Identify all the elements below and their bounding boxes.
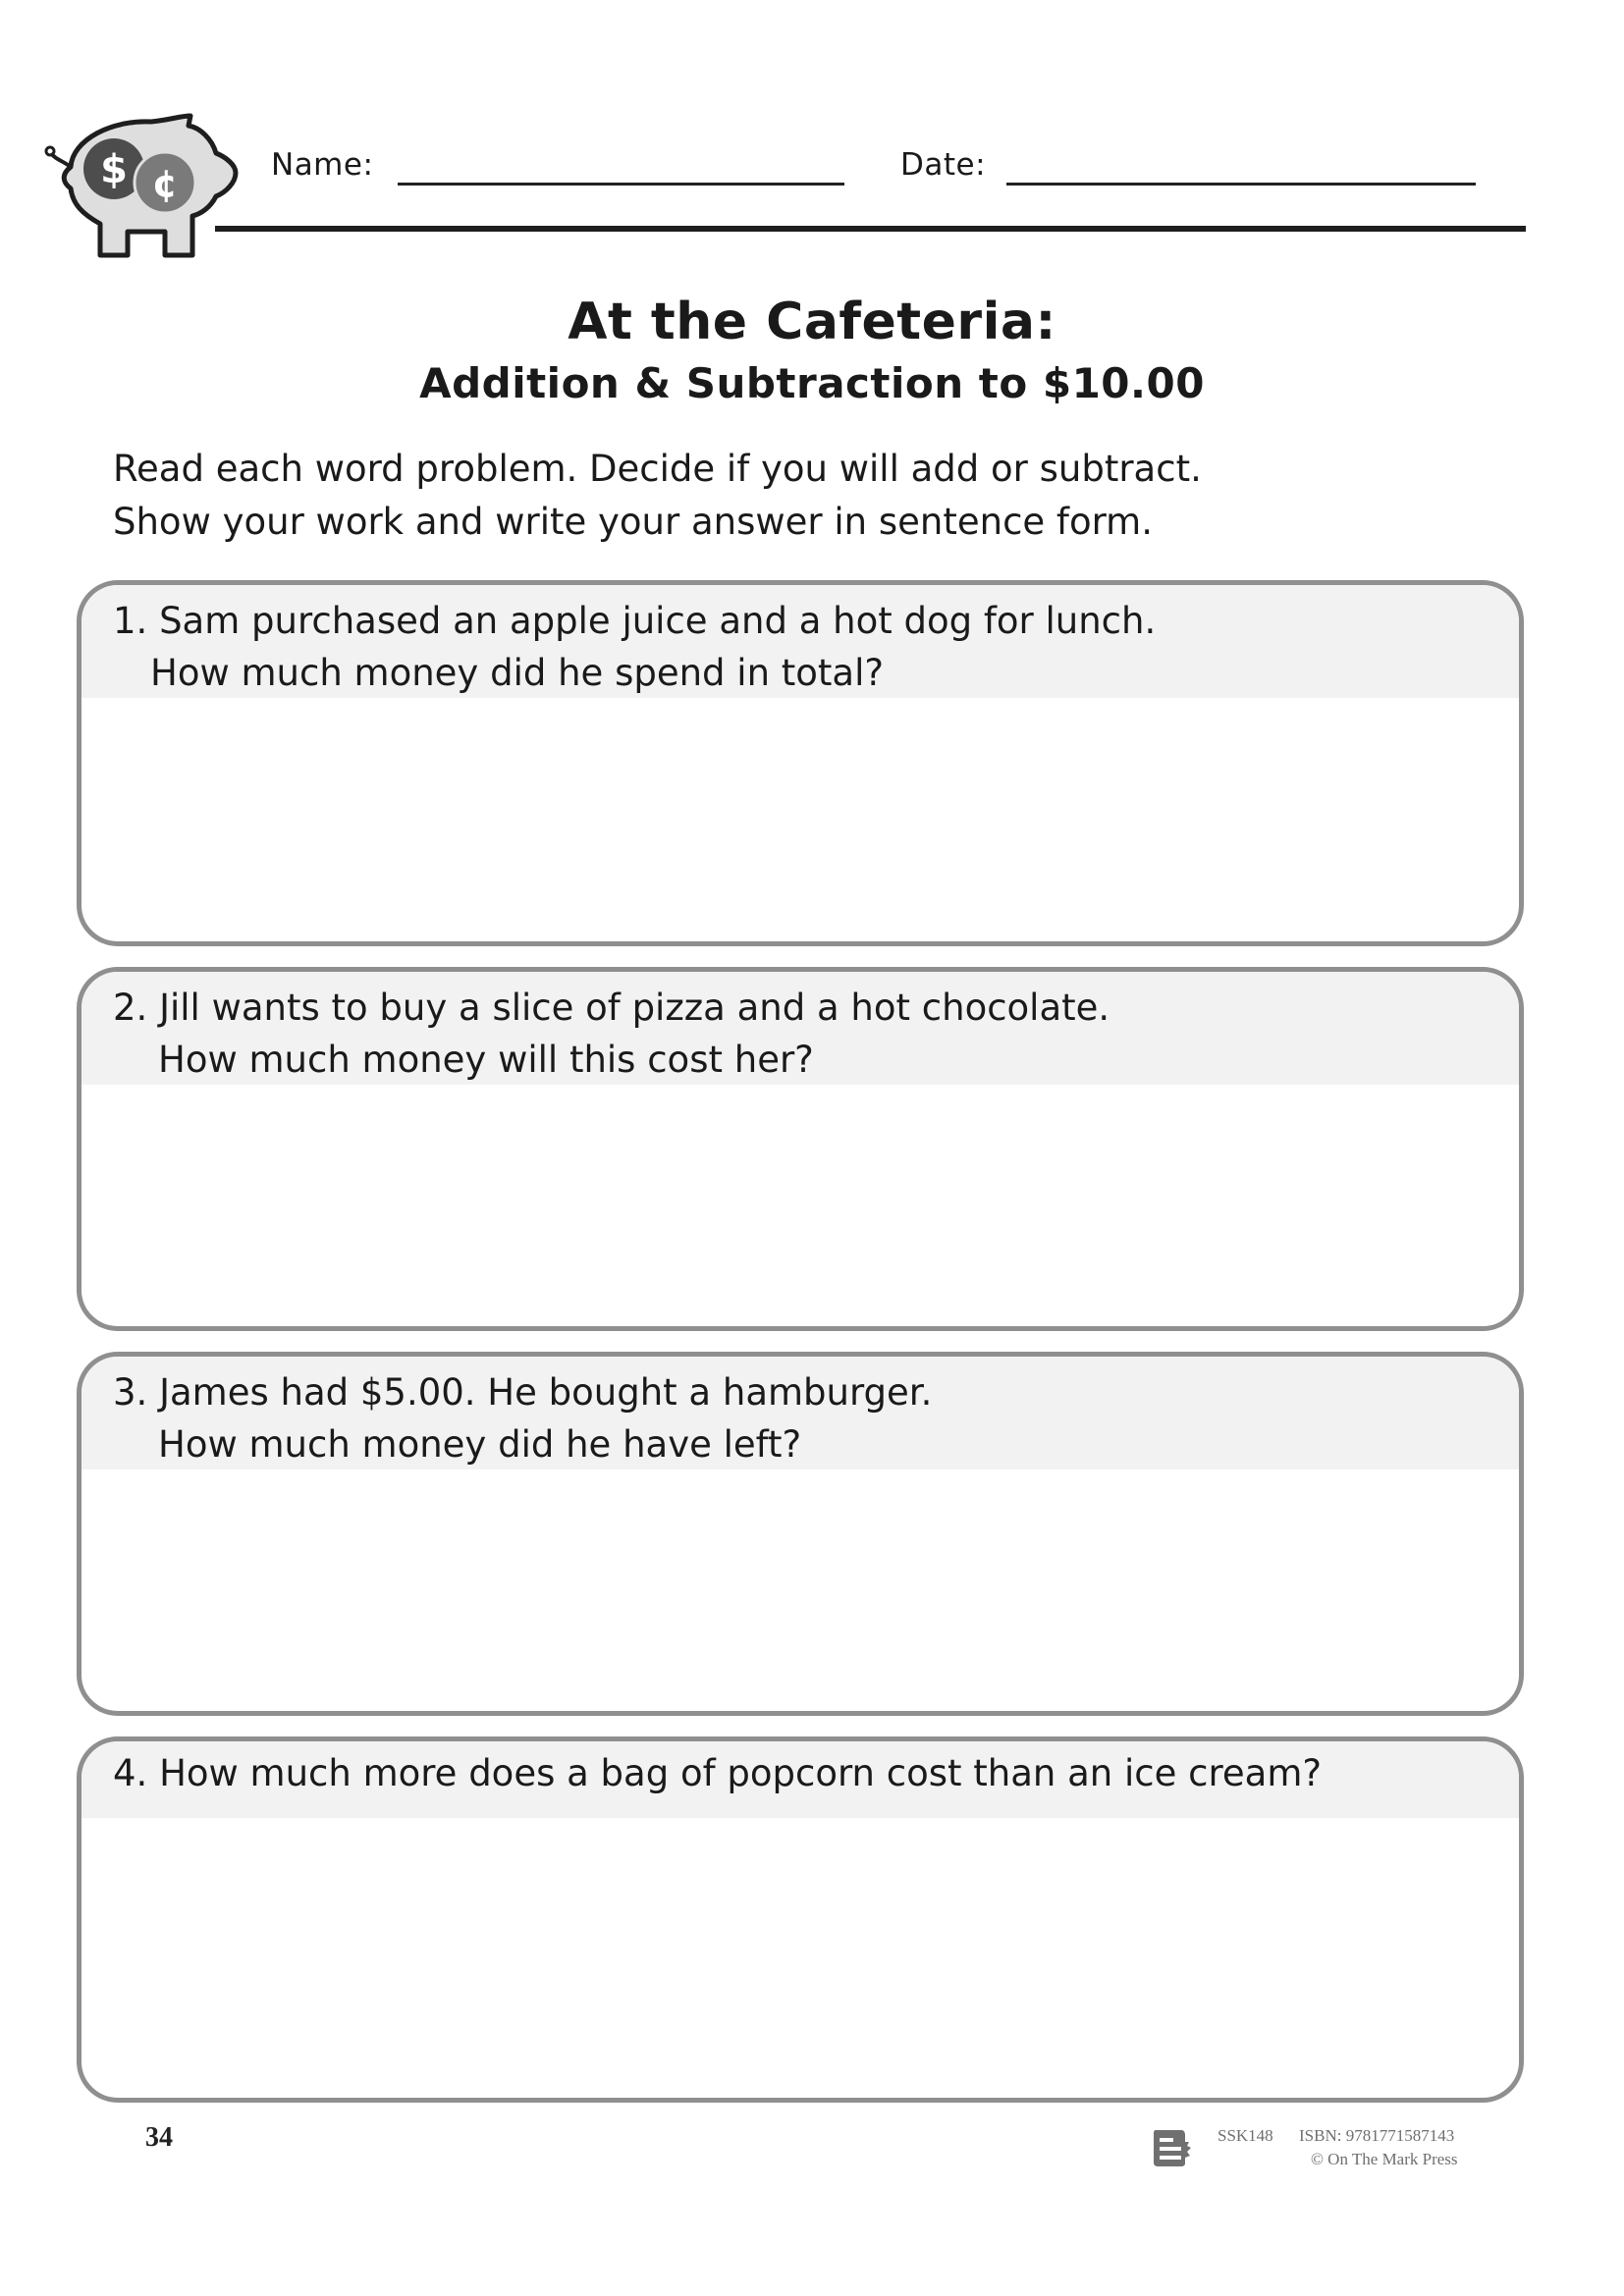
page-subtitle: Addition & Subtraction to $10.00 bbox=[419, 359, 1205, 407]
question-line: How much money will this cost her? bbox=[158, 1039, 814, 1081]
svg-text:$: $ bbox=[100, 147, 128, 192]
publisher-logo-icon bbox=[1152, 2128, 1193, 2167]
instruction-line-2: Show your work and write your answer in sentence form. bbox=[113, 501, 1153, 543]
answer-area[interactable] bbox=[81, 698, 1519, 934]
question-line: 1. Sam purchased an apple juice and a hot dog for lunch. bbox=[113, 600, 1157, 642]
copyright: © On The Mark Press bbox=[1311, 2150, 1458, 2168]
answer-area[interactable] bbox=[81, 1818, 1519, 2093]
answer-area[interactable] bbox=[81, 1469, 1519, 1705]
header-rule bbox=[215, 226, 1526, 232]
question-line: 3. James had $5.00. He bought a hamburger. bbox=[113, 1371, 933, 1414]
question-line: 4. How much more does a bag of popcorn cost than an ice cream? bbox=[113, 1752, 1323, 1794]
question-line: How much money did he have left? bbox=[158, 1423, 802, 1466]
name-label: Name: bbox=[271, 147, 374, 183]
problem-box-4[interactable] bbox=[77, 1736, 1524, 2103]
page-number: 34 bbox=[145, 2122, 173, 2153]
piggy-bank-logo-icon bbox=[43, 110, 240, 263]
question-line: How much money did he spend in total? bbox=[150, 652, 885, 694]
product-code: SSK148 bbox=[1218, 2126, 1273, 2145]
svg-text:¢: ¢ bbox=[151, 162, 179, 205]
problem-box-1[interactable] bbox=[77, 580, 1524, 946]
problem-box-3[interactable] bbox=[77, 1352, 1524, 1716]
problem-1-question bbox=[81, 585, 1519, 698]
answer-area[interactable] bbox=[81, 1085, 1519, 1320]
isbn: ISBN: 9781771587143 bbox=[1299, 2126, 1455, 2145]
instruction-line-1: Read each word problem. Decide if you will add or subtract. bbox=[113, 448, 1202, 490]
problem-3-question bbox=[81, 1357, 1519, 1469]
problem-box-2[interactable] bbox=[77, 967, 1524, 1331]
name-field[interactable] bbox=[398, 183, 844, 186]
problem-2-question bbox=[81, 972, 1519, 1085]
date-label: Date: bbox=[900, 147, 987, 183]
problem-4-question bbox=[81, 1741, 1519, 1818]
page-title: At the Cafeteria: bbox=[568, 293, 1056, 351]
date-field[interactable] bbox=[1006, 183, 1476, 186]
question-line: 2. Jill wants to buy a slice of pizza and a hot chocolate. bbox=[113, 987, 1110, 1029]
